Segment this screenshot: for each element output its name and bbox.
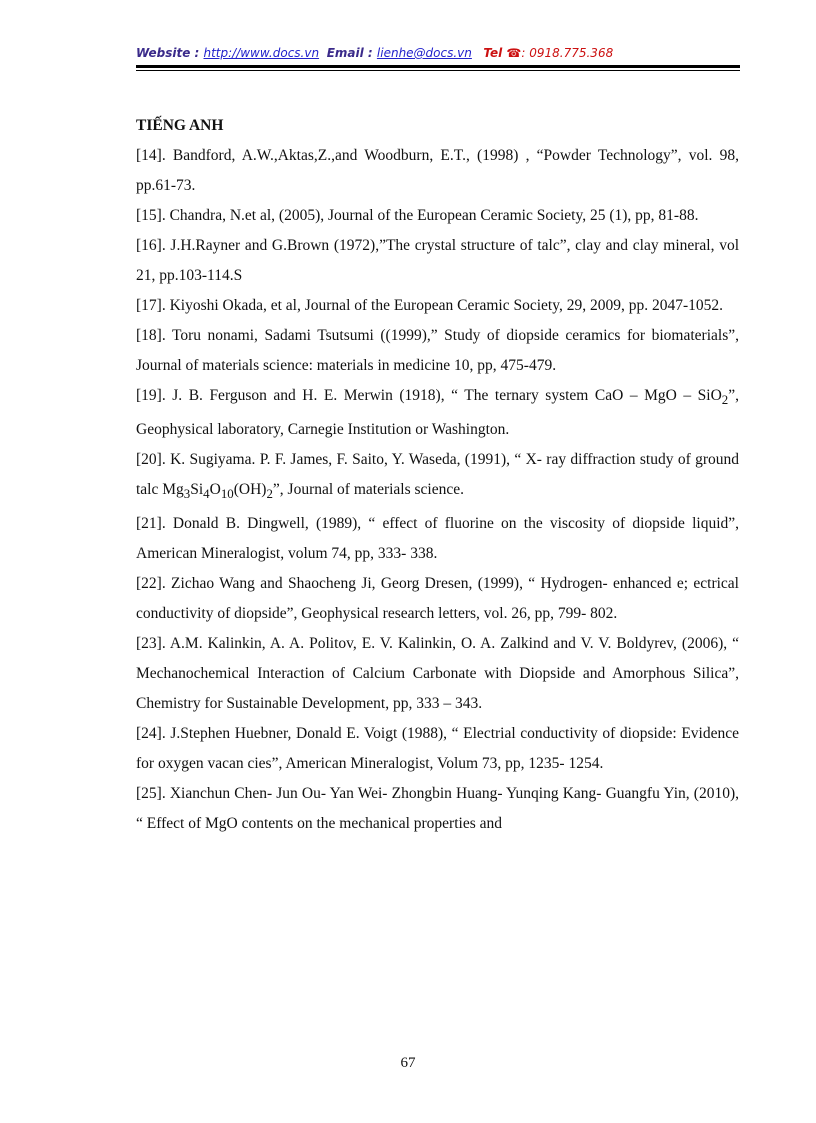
reference-id: [16]. (136, 237, 166, 254)
subscript: 2 (266, 486, 273, 502)
subscript: 3 (183, 486, 191, 502)
website-label: Website : (136, 46, 204, 60)
page-header (136, 46, 740, 60)
reference-text: K. Sugiyama. P. F. James, F. Saito, Y. Waseda, (1991), “ X- ray diffraction study of ground talc Mg (136, 451, 740, 499)
email-label: Email : (326, 46, 377, 60)
reference-id: [21]. (136, 515, 166, 533)
subscript: 10 (220, 486, 234, 502)
reference-item (136, 509, 739, 569)
reference-item (136, 569, 739, 629)
email-link[interactable]: lienhe@docs.vn (376, 46, 472, 60)
website-link[interactable]: http://www.docs.vn (203, 46, 320, 60)
reference-id: [25]. (136, 785, 166, 803)
reference-item (136, 629, 739, 719)
reference-item (136, 291, 739, 321)
reference-item (136, 231, 739, 291)
reference-text: J. B. Ferguson and H. E. Merwin (1918), “ The ternary system CaO – MgO – SiO (172, 387, 722, 404)
reference-id: [17]. (136, 297, 166, 314)
reference-text: Xianchun Chen- Jun Ou- Yan Wei- Zhongbin Huang- Yunqing Kang- Guangfu Yin, (2010), “ Effect of MgO contents on the mechanical properties and (136, 785, 739, 833)
reference-text: (OH) (233, 481, 267, 499)
tel-label: Tel (483, 46, 507, 60)
reference-item (136, 445, 739, 509)
reference-text: O (209, 481, 221, 499)
page-number: 67 (400, 1055, 416, 1071)
reference-text: Donald B. Dingwell, (1989), “ effect of fluorine on the viscosity of diopside liquid”, American Mineralogist, volum 74, pp, 333- 338. (136, 515, 740, 563)
reference-text: Zichao Wang and Shaocheng Ji, Georg Dresen, (1999), “ Hydrogen- enhanced e; ectrical conductivity of diopside”, Geophysical research letters, vol. 26, pp, 799- 802. (136, 575, 739, 623)
subscript: 4 (203, 486, 210, 502)
header-rule-thin (136, 70, 740, 71)
reference-text: Si (190, 481, 204, 499)
reference-id: [20]. (136, 451, 166, 469)
reference-text: Bandford, A.W.,Aktas,Z.,and Woodburn, E.T., (1998) , “Powder Technology”, vol. 98, pp.61-73. (136, 147, 739, 194)
reference-item (136, 719, 739, 779)
reference-item (136, 141, 739, 201)
reference-item (136, 321, 739, 381)
reference-text: A.M. Kalinkin, A. A. Politov, E. V. Kalinkin, O. A. Zalkind and V. V. Boldyrev, (2006), “ Mechanochemical Interaction of Calcium Carbonate with Diopside and Amorphous Silica”, Chemistry for Sustainable Development, pp, 333 – 343. (136, 635, 739, 713)
reference-item (136, 381, 739, 445)
reference-item (136, 779, 739, 839)
reference-id: [23]. (136, 635, 166, 653)
header-rule-thick (136, 65, 740, 68)
subscript: 2 (721, 392, 729, 408)
reference-text: ”, Geophysical laboratory, Carnegie Institution or Washington. (136, 387, 740, 439)
reference-id: [18]. (136, 327, 166, 344)
reference-id: [14]. (136, 147, 166, 164)
reference-text: Chandra, N.et al, (2005), Journal of the European Ceramic Society, 25 (1), pp, 81-88. (169, 207, 699, 224)
reference-text: Kiyoshi Okada, et al, Journal of the European Ceramic Society, 29, 2009, pp. 2047-1052. (169, 297, 724, 314)
telephone-icon: ☎ (506, 46, 522, 60)
reference-id: [24]. (136, 725, 166, 743)
reference-list (136, 111, 739, 839)
section-title: TIẾNG ANH (136, 117, 224, 134)
reference-id: [15]. (136, 207, 166, 224)
reference-id: [22]. (136, 575, 166, 593)
reference-text: J.H.Rayner and G.Brown (1972),”The crystal structure of talc”, clay and clay mineral, vol 21, pp.103-114.S (136, 237, 739, 284)
reference-text: ”, Journal of materials science. (272, 481, 464, 499)
reference-text: J.Stephen Huebner, Donald E. Voigt (1988), “ Electrial conductivity of diopside: Evidence for oxygen vacan cies”, American Mineralogist, Volum 73, pp, 1235- 1254. (136, 725, 739, 773)
reference-id: [19]. (136, 387, 166, 404)
reference-item (136, 201, 739, 231)
tel-number: : 0918.775.368 (521, 46, 614, 60)
reference-text: Toru nonami, Sadami Tsutsumi ((1999),” Study of diopside ceramics for biomaterials”, Journal of materials science: materials in medicine 10, pp, 475-479. (136, 327, 739, 374)
